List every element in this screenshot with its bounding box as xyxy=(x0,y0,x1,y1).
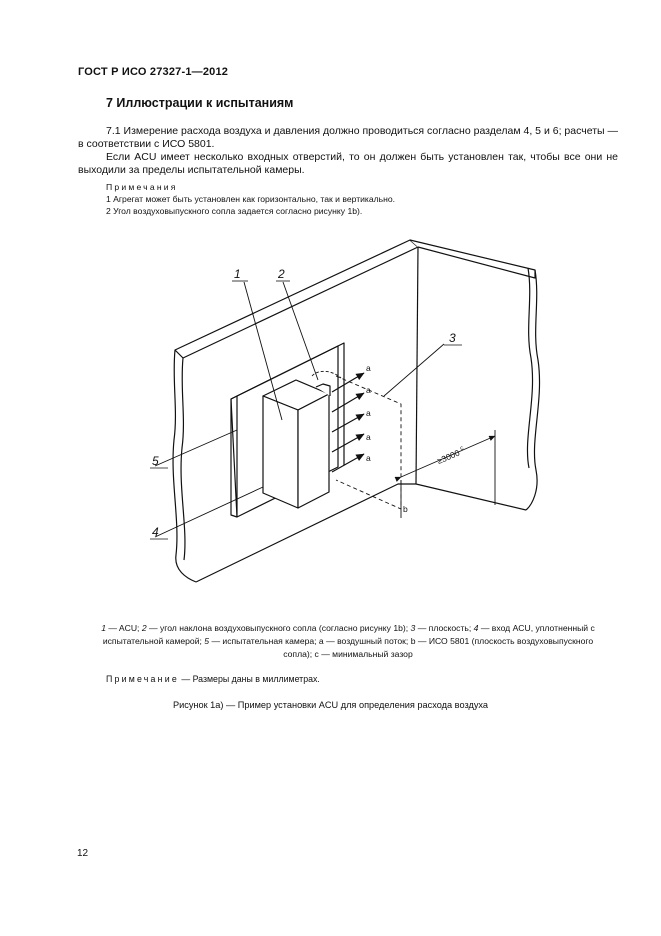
legend-text: — плоскость; xyxy=(415,623,474,633)
airflow-label: a xyxy=(366,453,371,463)
note-item: 1 Агрегат может быть установлен как горизонтально, так и вертикально. xyxy=(106,194,396,204)
legend-key: 4 xyxy=(473,623,479,633)
leader-3 xyxy=(384,344,444,396)
dimensions-note xyxy=(106,674,320,684)
callout-4: 4 xyxy=(152,525,159,539)
measurement-plane xyxy=(336,376,401,509)
document-header: ГОСТ Р ИСО 27327-1—2012 xyxy=(78,66,229,78)
chamber-floor-line xyxy=(416,484,526,510)
legend-key: 1 xyxy=(101,623,106,633)
chamber-side-wall-edge xyxy=(410,240,535,278)
note-item: 2 Угол воздуховыпускного сопла задается согласно рисунку 1b). xyxy=(106,206,363,216)
figure-legend xyxy=(88,622,608,661)
plane-label: b xyxy=(403,504,408,514)
legend-key: 3 xyxy=(410,623,416,633)
section-title: 7 Иллюстрации к испытаниям xyxy=(106,96,294,110)
dimension-sup: c xyxy=(459,445,465,453)
chamber-corner-line xyxy=(416,247,418,484)
legend-text: — испытательная камера; a — воздушный поток; b — ИСО 5801 (плоскость воздуховыпускного сопла); c — минимальный зазор xyxy=(209,636,594,659)
acu-side xyxy=(298,394,329,508)
legend-text: — угол наклона воздуховыпускного сопла (согласно рисунку 1b); xyxy=(146,623,411,633)
legend-key: 5 xyxy=(204,636,210,646)
paragraph-inlets: Если ACU имеет несколько входных отверстий, то он должен быть установлен так, чтобы все они не выходили за пределы испытательной камеры. xyxy=(78,151,618,176)
legend-text: — ACU; xyxy=(106,623,142,633)
callout-5: 5 xyxy=(152,454,159,468)
legend-key: 2 xyxy=(141,623,147,633)
break-line-left-inner xyxy=(181,358,185,560)
airflow-label: a xyxy=(366,385,371,395)
dimension-label: ≥3000 xyxy=(435,447,462,466)
acu-front xyxy=(263,396,298,508)
notes-heading: Примечания xyxy=(106,182,178,192)
callout-1: 1 xyxy=(234,267,241,281)
chamber-back-wall-edge xyxy=(175,240,418,358)
paragraph-7-1: 7.1 Измерение расхода воздуха и давления должно проводиться согласно разделам 4, 5 и 6; расчеты — в соответствии с ИСО 5801. xyxy=(78,125,618,150)
airflow-label: a xyxy=(366,408,371,418)
airflow-label: a xyxy=(366,363,371,373)
airflow-label: a xyxy=(366,432,371,442)
leader-5 xyxy=(155,430,237,466)
note-label: Примечание xyxy=(106,674,179,684)
legend-text: — вход ACU, уплотненный с испытательной камерой; xyxy=(102,623,595,646)
note-text: — Размеры даны в миллиметрах. xyxy=(178,674,320,684)
callout-3: 3 xyxy=(449,331,456,345)
figure-caption: Рисунок 1a) — Пример установки ACU для определения расхода воздуха xyxy=(172,700,489,710)
break-line-right-inner xyxy=(527,268,532,468)
page-number: 12 xyxy=(77,848,89,859)
callout-2: 2 xyxy=(278,267,285,281)
